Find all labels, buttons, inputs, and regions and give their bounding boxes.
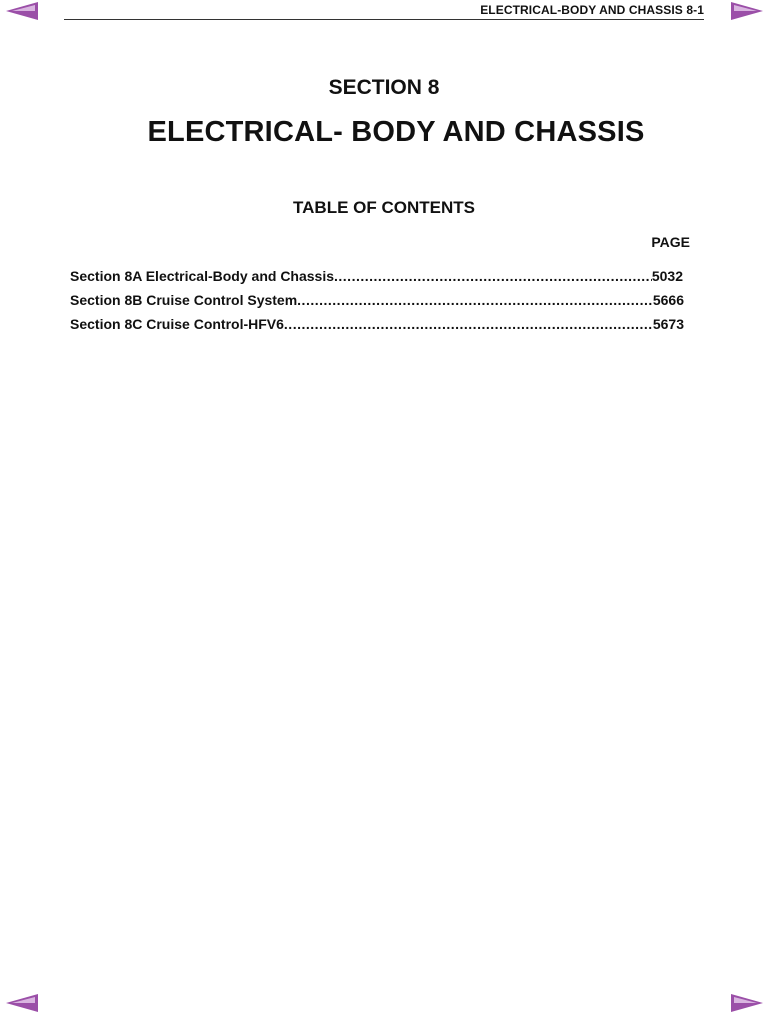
previous-page-icon xyxy=(2,0,42,22)
previous-page-button[interactable] xyxy=(2,0,42,22)
toc-heading: TABLE OF CONTENTS xyxy=(293,198,475,217)
toc-entry[interactable] xyxy=(70,268,690,292)
section-label: SECTION 8 xyxy=(328,76,440,99)
toc-entry-label: Section 8C Cruise Control-HFV6 xyxy=(70,316,284,332)
toc-entry-label: Section 8A Electrical-Body and Chassis xyxy=(70,268,335,284)
toc-entry[interactable] xyxy=(70,292,690,316)
previous-page-icon xyxy=(2,992,42,1014)
running-header: ELECTRICAL-BODY AND CHASSIS 8-1 xyxy=(480,3,704,17)
next-page-button[interactable] xyxy=(727,0,767,22)
page-column-label: PAGE xyxy=(651,234,690,250)
previous-page-button-bottom[interactable] xyxy=(2,992,42,1014)
section-title: ELECTRICAL- BODY AND CHASSIS xyxy=(147,116,645,148)
toc-entry-page: 5666 xyxy=(652,292,684,308)
toc-entry-label: Section 8B Cruise Control System xyxy=(70,292,298,308)
next-page-icon xyxy=(727,0,767,22)
next-page-icon xyxy=(727,992,767,1014)
toc-dot-leader xyxy=(297,292,653,308)
header-rule xyxy=(64,19,704,20)
toc-dot-leader xyxy=(334,268,652,284)
toc-list xyxy=(70,268,690,340)
toc-entry-page: 5673 xyxy=(652,316,684,332)
toc-entry[interactable] xyxy=(70,316,690,340)
toc-dot-leader xyxy=(284,316,653,332)
next-page-button-bottom[interactable] xyxy=(727,992,767,1014)
toc-entry-page: 5032 xyxy=(651,268,683,284)
